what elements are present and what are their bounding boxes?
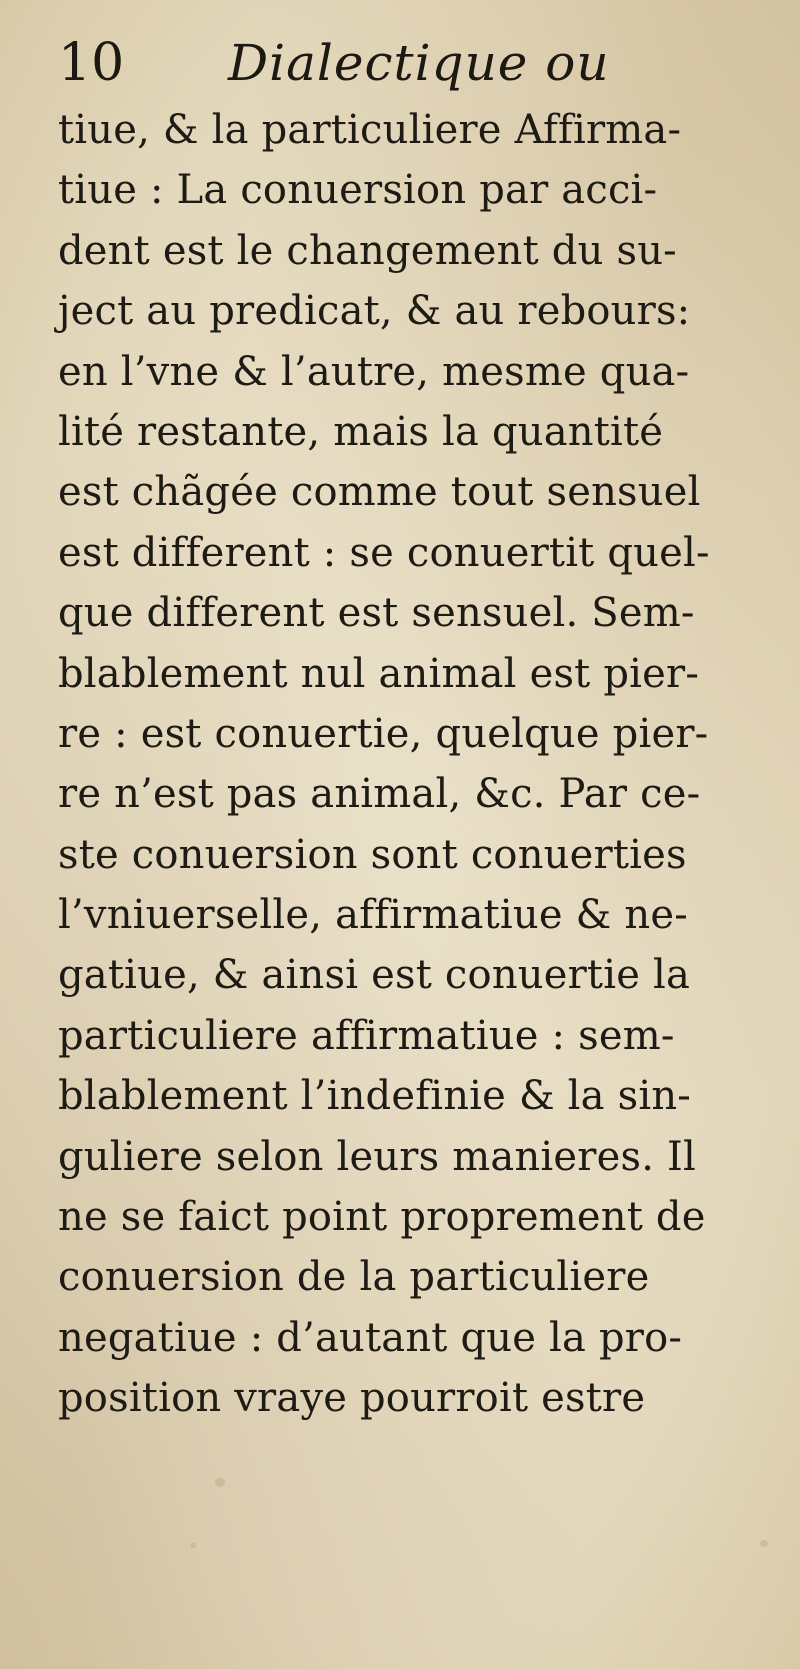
text-line: tiue : La conuersion par acci- [58, 167, 658, 214]
foxing-stain [760, 1540, 768, 1547]
text-line: blablement l’indefinie & la sin- [58, 1073, 692, 1120]
text-line: lité restante, mais la quantité [58, 408, 664, 455]
text-line: dent est le changement du su- [58, 227, 677, 274]
running-title: Dialectique ou [228, 34, 610, 92]
text-line: re n’est pas animal, &c. Par ce- [58, 771, 701, 818]
text-line: en l’vne & l’autre, mesme qua- [58, 348, 690, 395]
text-line: guliere selon leurs manieres. Il [58, 1133, 697, 1180]
text-line: est chãgée comme tout sensuel [58, 469, 701, 516]
page-header [58, 28, 618, 98]
foxing-stain [215, 1478, 225, 1487]
text-line: ste conuersion sont conuerties [58, 831, 687, 878]
text-line: gatiue, & ainsi est conuertie la [58, 952, 691, 999]
body-text [58, 100, 758, 1429]
text-line: que different est sensuel. Sem- [58, 590, 695, 637]
text-line: est different : se conuertit quel- [58, 529, 710, 576]
text-line: ne se faict point proprement de [58, 1194, 706, 1241]
text-line: position vraye pourroit estre [58, 1375, 646, 1422]
text-line: tiue, & la particuliere Affirma- [58, 107, 682, 153]
text-line: particuliere affirmatiue : sem- [58, 1012, 675, 1059]
text-line: conuersion de la particuliere [58, 1254, 650, 1301]
text-line: re : est conuertie, quelque pier- [58, 710, 709, 757]
text-line: ject au predicat, & au rebours: [58, 288, 691, 335]
text-line: l’vniuerselle, affirmatiue & ne- [58, 892, 688, 939]
text-line: negatiue : d’autant que la pro- [58, 1314, 683, 1361]
page-number: 10 [58, 33, 125, 93]
foxing-stain [190, 1543, 196, 1548]
text-line: blablement nul animal est pier- [58, 650, 700, 697]
